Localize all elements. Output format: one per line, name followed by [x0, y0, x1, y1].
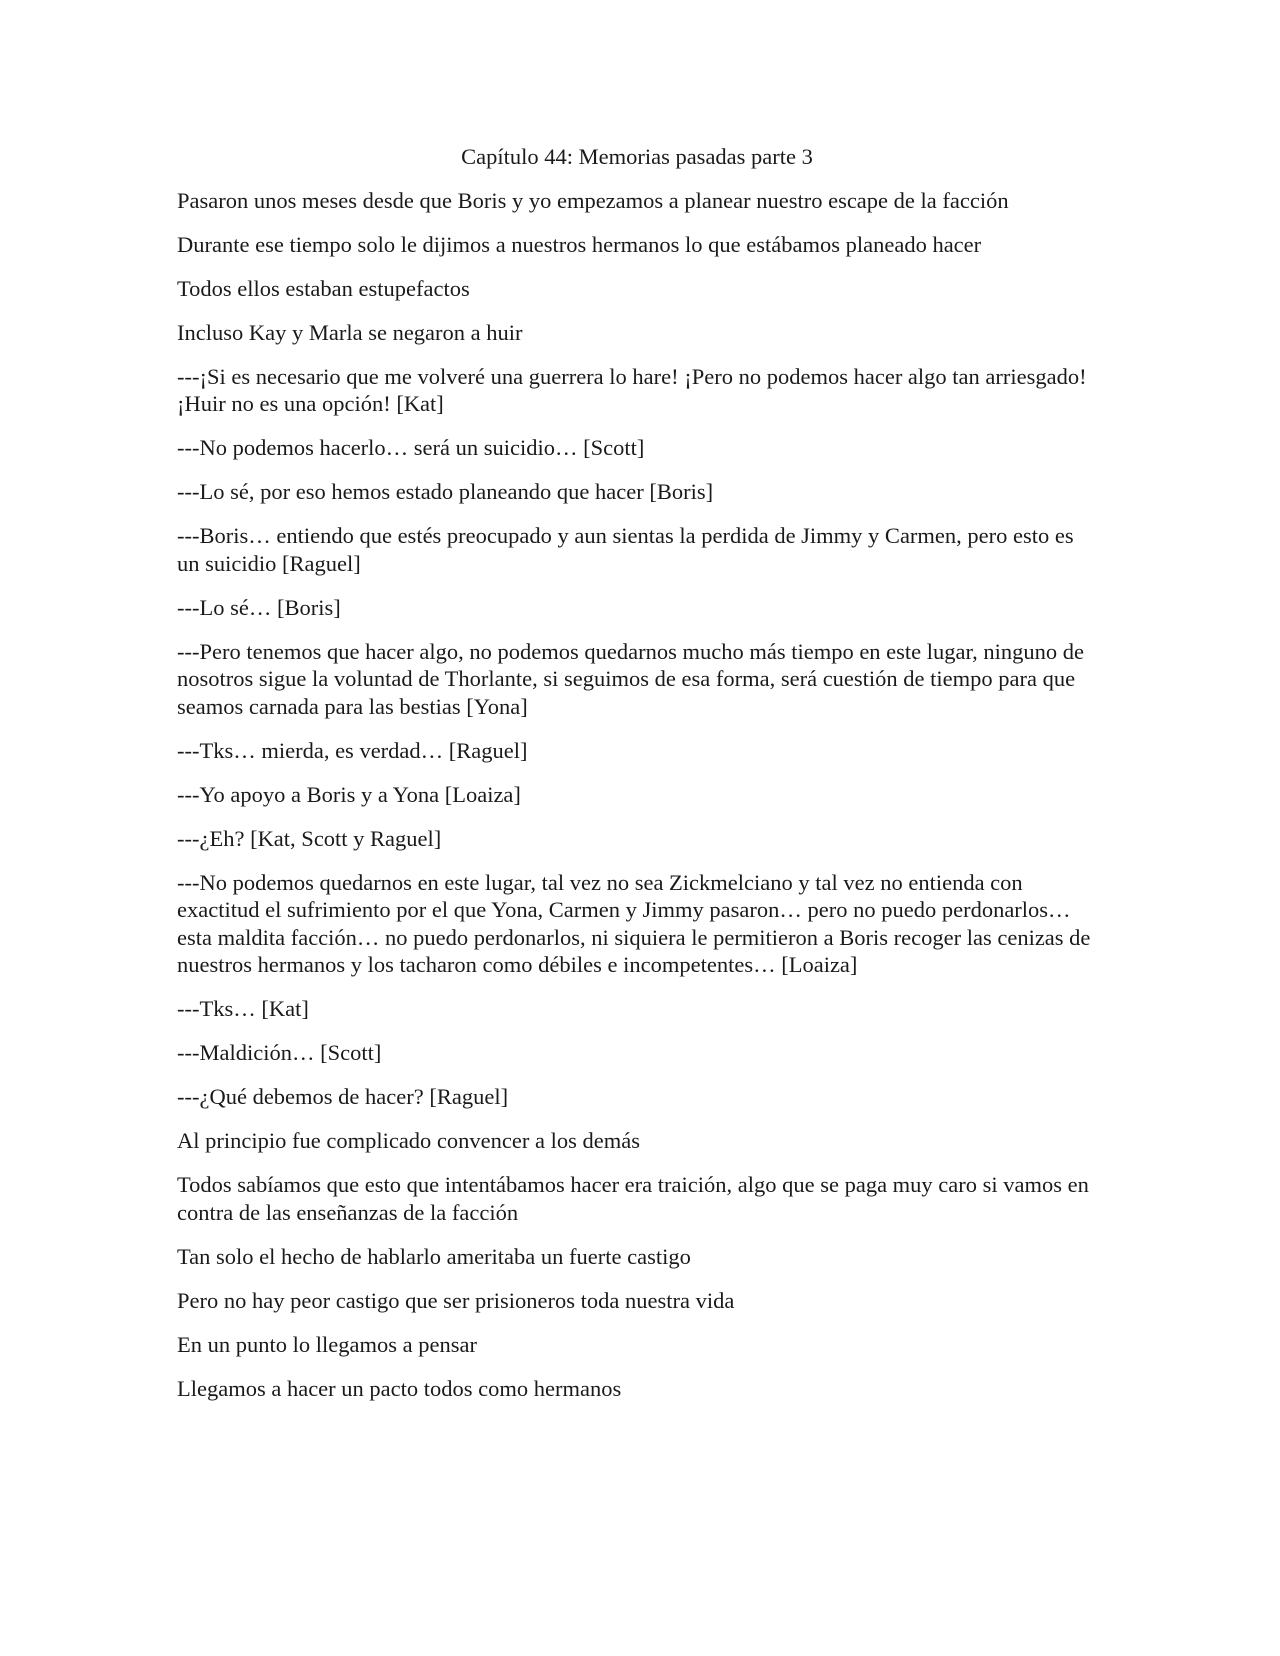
dialogue-yona-1: ---Pero tenemos que hacer algo, no podemos quedarnos mucho más tiempo en este lugar, ninguno de nosotros sigue la voluntad de Thorlante, si seguimos de esa forma, será cuestión de tiempo para que seamos carnada para las bestias [Yona] — [177, 638, 1084, 719]
dialogue-loaiza-1: ---Yo apoyo a Boris y a Yona [Loaiza] — [177, 781, 521, 807]
dialogue-raguel-3: ---¿Qué debemos de hacer? [Raguel] — [177, 1084, 509, 1109]
paragraph-19: Todos sabíamos que esto que intentábamos hacer era traición, algo que se paga muy caro si vamos en contra de las enseñanzas de la facción — [177, 1172, 1089, 1225]
dialogue-kat-2: ---Tks… [Kat] — [177, 996, 309, 1021]
paragraph-3: Todos ellos estaban estupefactos — [177, 275, 470, 301]
dialogue-kat-1: ---¡Si es necesario que me volveré una guerrera lo hare! ¡Pero no podemos hacer algo tan arriesgado! ¡Huir no es una opción! [Kat] — [177, 363, 1087, 416]
paragraph-18: Al principio fue complicado convencer a los demás — [177, 1128, 640, 1153]
dialogue-scott-2: ---Maldición… [Scott] — [177, 1040, 382, 1065]
dialogue-raguel-2: ---Tks… mierda, es verdad… [Raguel] — [177, 737, 528, 763]
document-body — [177, 143, 1097, 1419]
paragraph-1: Pasaron unos meses desde que Boris y yo empezamos a planear nuestro escape de la facción — [177, 187, 1009, 213]
paragraph-4: Incluso Kay y Marla se negaron a huir — [177, 319, 523, 345]
dialogue-scott-1: ---No podemos hacerlo… será un suicidio… [Scott] — [177, 435, 645, 460]
paragraph-20: Tan solo el hecho de hablarlo ameritaba un fuerte castigo — [177, 1243, 691, 1269]
dialogue-boris-1: ---Lo sé, por eso hemos estado planeando que hacer [Boris] — [177, 479, 714, 504]
dialogue-loaiza-2: ---No podemos quedarnos en este lugar, tal vez no sea Zickmelciano y tal vez no entienda con exactitud el sufrimiento por el que Yona, Carmen y Jimmy pasaron… pero no puedo perdonarlos… esta maldita facción… no puedo perdonarlos, ni siquiera le permitieron a Boris recoger las cenizas de nuestros hermanos y los tacharon como débiles e incompetentes… [Loaiza] — [177, 869, 1091, 977]
chapter-title: Capítulo 44: Memorias pasadas parte 3 — [461, 144, 813, 169]
paragraph-23: Llegamos a hacer un pacto todos como hermanos — [177, 1375, 622, 1401]
dialogue-boris-2: ---Lo sé… [Boris] — [177, 594, 341, 620]
paragraph-21: Pero no hay peor castigo que ser prisioneros toda nuestra vida — [177, 1287, 735, 1313]
dialogue-group-1: ---¿Eh? [Kat, Scott y Raguel] — [177, 825, 442, 851]
dialogue-raguel-1: ---Boris… entiendo que estés preocupado y aun sientas la perdida de Jimmy y Carmen, pero esto es un suicidio [Raguel] — [177, 523, 1074, 576]
paragraph-2: Durante ese tiempo solo le dijimos a nuestros hermanos lo que estábamos planeado hacer — [177, 231, 982, 257]
paragraph-22: En un punto lo llegamos a pensar — [177, 1331, 477, 1357]
